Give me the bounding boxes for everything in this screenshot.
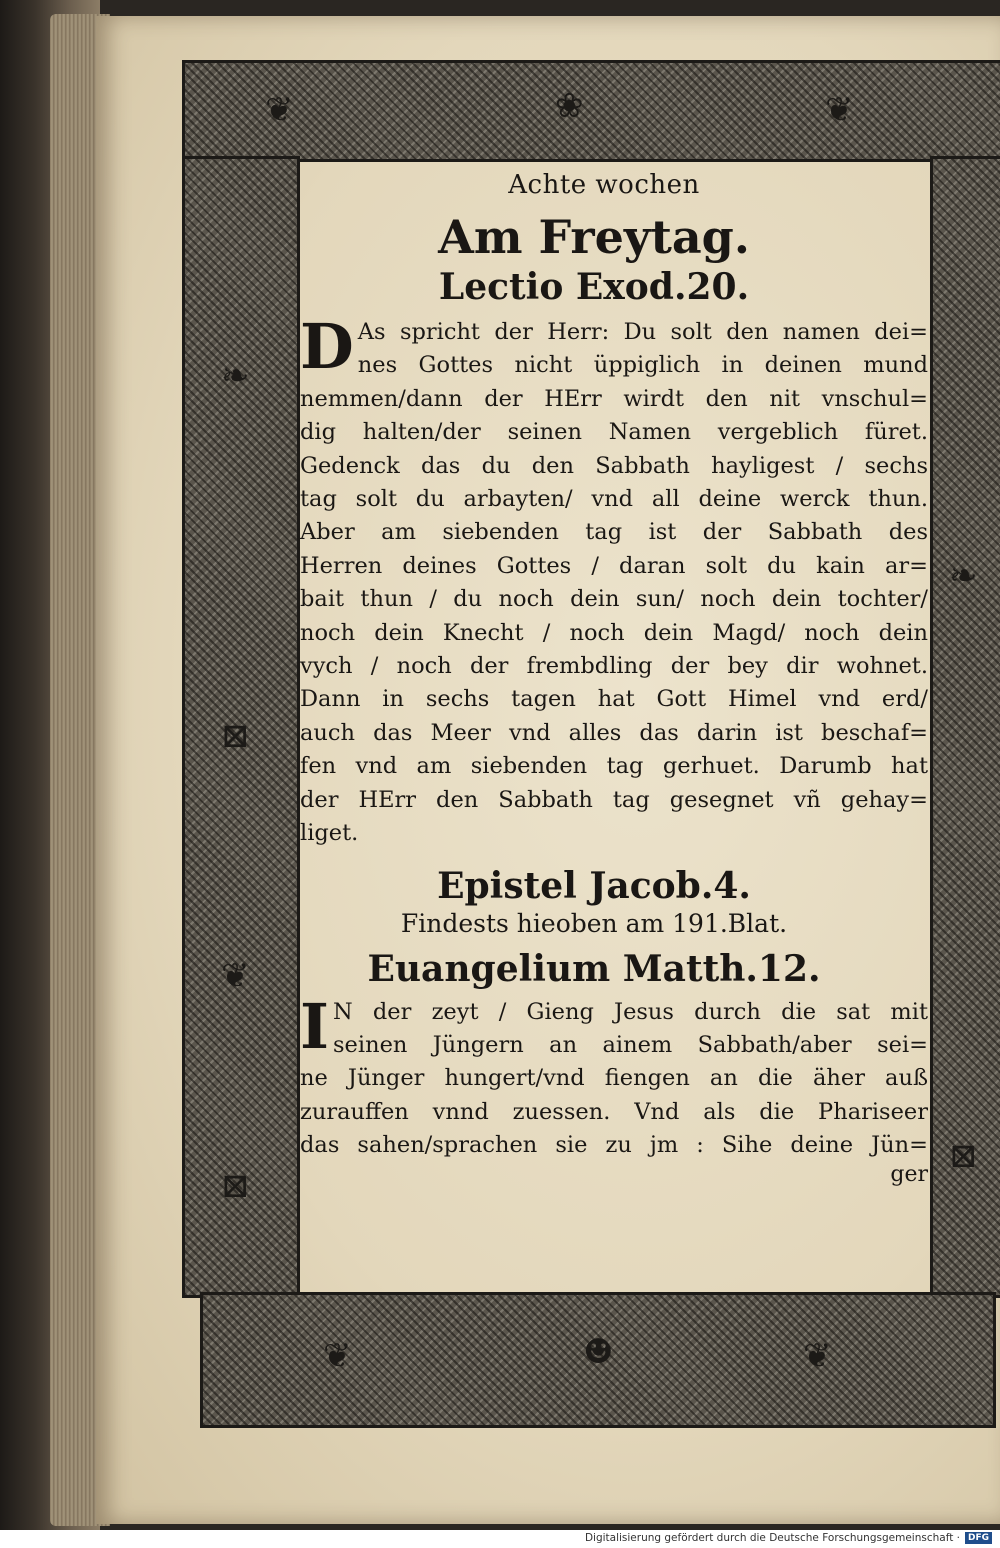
text-line: bait thun / du noch dein sun/ noch dein tochter/: [300, 586, 928, 613]
running-head: Achte wochen: [508, 170, 700, 200]
woodcut-border-top: [182, 60, 1000, 162]
leaf-ornament-icon: ❦: [221, 956, 250, 996]
shield-ornament-icon: ⊠: [949, 1136, 978, 1176]
figure-ornament-icon: ❧: [949, 556, 978, 596]
evangelium-heading: Euangelium Matth.12.: [367, 947, 821, 990]
text-line: As spricht der Herr: Du solt den namen dei=: [357, 319, 928, 345]
text-line: fen vnd am siebenden tag gerhuet. Darumb hat: [300, 753, 928, 780]
scroll-ornament-icon: ❦: [265, 90, 294, 130]
woodcut-border-right: [930, 156, 1000, 1298]
text-line: vych / noch der frembdling der bey dir wohnet.: [300, 653, 928, 680]
text-line: N der zeyt / Gieng Jesus durch die sat mit: [333, 998, 928, 1025]
scroll-ornament-icon: ❦: [825, 90, 854, 130]
text-line: dig halten/der seinen Namen vergeblich füret.: [300, 419, 928, 446]
lion-mask-ornament-icon: ❀: [555, 86, 584, 126]
text-line: Aber am siebenden tag ist der Sabbath des: [300, 519, 928, 546]
text-line: der HErr den Sabbath tag gesegnet vñ gehay=: [300, 786, 928, 813]
catchword: ger: [890, 1161, 928, 1187]
text-line: Gedenck das du den Sabbath hayligest / sechs: [300, 452, 928, 479]
shield-ornament-icon: ⊠: [221, 716, 250, 756]
text-line: nemmen/dann der HErr wirdt den nit vnschul=: [300, 385, 928, 412]
text-line: Herren deines Gottes / daran solt du kain ar=: [300, 552, 928, 579]
evangelium-dropcap: I: [300, 989, 330, 1063]
text-line: noch dein Knecht / noch dein Magd/ noch dein: [300, 619, 928, 646]
shield-ornament-icon: ⊠: [221, 1166, 250, 1206]
text-line: liget.: [300, 820, 359, 847]
scroll-ornament-icon: ❦: [803, 1336, 832, 1376]
text-line: tag solt du arbayten/ vnd all deine werck thun.: [300, 486, 928, 513]
text-line: auch das Meer vnd alles das darin ist beschaf=: [300, 719, 928, 746]
epistel-note: Findests hieoben am 191.Blat.: [400, 908, 788, 938]
woodcut-border-bottom: [200, 1292, 996, 1428]
text-line: ne Jünger hungert/vnd fiengen an die äher auß: [300, 1065, 928, 1092]
woodcut-border-left: [182, 156, 300, 1298]
text-line: nes Gottes nicht üppiglich in deinen mund: [357, 352, 928, 379]
lectio-text: [300, 310, 928, 851]
lectio-dropcap: D: [300, 310, 354, 383]
scroll-ornament-icon: ❦: [323, 1336, 352, 1376]
evangelium-text: [300, 989, 928, 1163]
mask-ornament-icon: ☻: [583, 1332, 614, 1372]
dfg-credit: Digitalisierung gefördert durch die Deutsche Forschungsgemeinschaft ·: [584, 1532, 960, 1544]
figure-ornament-icon: ❧: [221, 356, 250, 396]
page-text-block: [300, 160, 928, 1187]
text-line: Dann in sechs tagen hat Gott Himel vnd erd/: [300, 686, 928, 713]
dfg-logo-icon: DFG: [965, 1532, 992, 1544]
day-title: Am Freytag.: [438, 210, 750, 264]
text-line: seinen Jüngern an ainem Sabbath/aber sei=: [333, 1031, 928, 1058]
lectio-heading: Lectio Exod.20.: [438, 266, 750, 308]
text-line: zurauffen vnnd zuessen. Vnd als die Phariseer: [300, 1098, 928, 1125]
text-line: das sahen/sprachen sie zu jm : Sihe deine Jün=: [300, 1132, 928, 1159]
epistel-heading: Epistel Jacob.4.: [437, 864, 751, 907]
